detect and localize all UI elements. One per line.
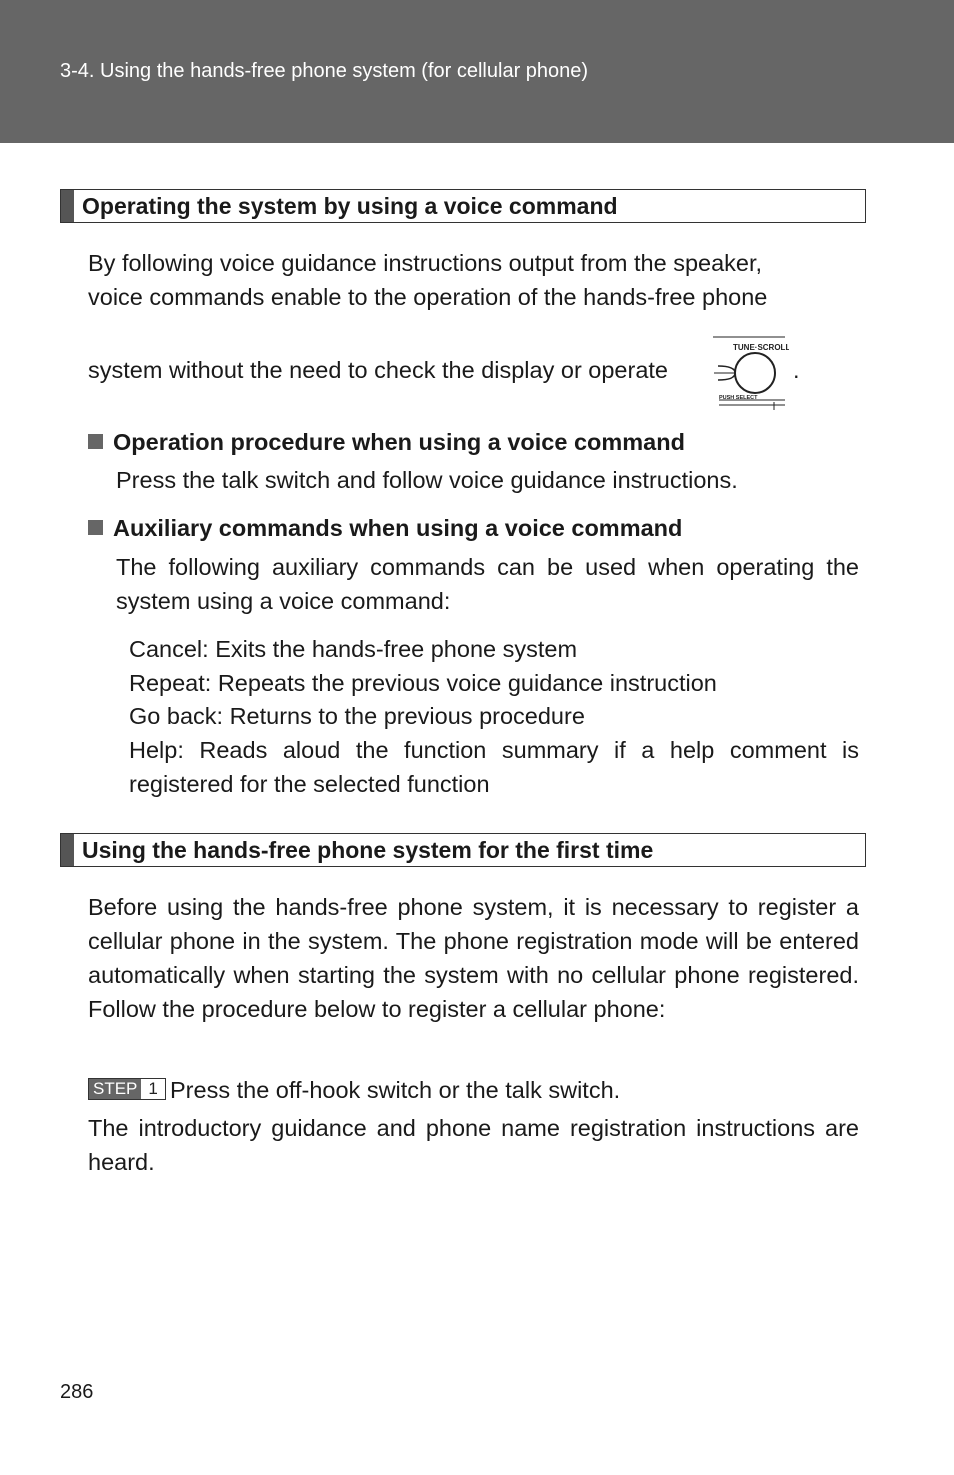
square-bullet-icon — [88, 434, 103, 449]
step-label: STEP — [89, 1079, 141, 1099]
section-title: Using the hands-free phone system for the first time — [82, 837, 654, 863]
subsection-operation-procedure — [88, 427, 685, 457]
intro-line-3-text: system without the need to check the display or operate — [88, 357, 668, 383]
subsection-title: Auxiliary commands when using a voice command — [113, 515, 683, 541]
step-number: 1 — [141, 1079, 164, 1099]
page-number: 286 — [60, 1381, 94, 1403]
section-heading-bar — [61, 190, 74, 222]
command-item-help: Help: Reads aloud the function summary if a help comment is registered for the selected function — [129, 737, 859, 797]
section-heading-voice-command — [60, 189, 866, 223]
command-item-go-back: Go back: Returns to the previous procedure — [129, 703, 585, 729]
subsection-title: Operation procedure when using a voice command — [113, 429, 685, 455]
command-item-repeat: Repeat: Repeats the previous voice guidance instruction — [129, 670, 717, 696]
section-title: Operating the system by using a voice command — [82, 193, 618, 219]
knob-label-top: TUNE·SCROLL — [733, 343, 789, 352]
command-item-cancel: Cancel: Exits the hands-free phone system — [129, 636, 578, 662]
after-step-text: The introductory guidance and phone name registration instructions are heard. — [88, 1115, 859, 1175]
subsection-auxiliary-commands — [88, 513, 682, 543]
knob-label-bottom: PUSH SELECT — [719, 395, 758, 401]
auxiliary-commands-text: The following auxiliary commands can be used when operating the system using a voice command: — [116, 554, 859, 614]
section-heading-bar — [61, 834, 74, 866]
square-bullet-icon — [88, 520, 103, 535]
step-1-text: Press the off-hook switch or the talk switch. — [170, 1077, 621, 1103]
step-badge — [88, 1078, 166, 1100]
breadcrumb: 3-4. Using the hands-free phone system (for cellular phone) — [60, 60, 589, 82]
intro-line-2: voice commands enable to the operation of the hands-free phone — [88, 284, 768, 310]
first-time-text: Before using the hands-free phone system, it is necessary to register a cellular phone in the system. The phone registration mode will be entered automatically when starting the system with no cellular phone registered. Follow the procedure below to register a cellular phone: — [88, 894, 859, 1022]
intro-period: . — [793, 357, 800, 383]
operation-procedure-text: Press the talk switch and follow voice guidance instructions. — [116, 467, 738, 493]
tune-scroll-knob-icon — [713, 336, 789, 415]
section-heading-first-time — [60, 833, 866, 867]
page-header — [0, 0, 954, 143]
intro-line-3 — [88, 353, 668, 387]
intro-line-1: By following voice guidance instructions output from the speaker, — [88, 250, 763, 276]
